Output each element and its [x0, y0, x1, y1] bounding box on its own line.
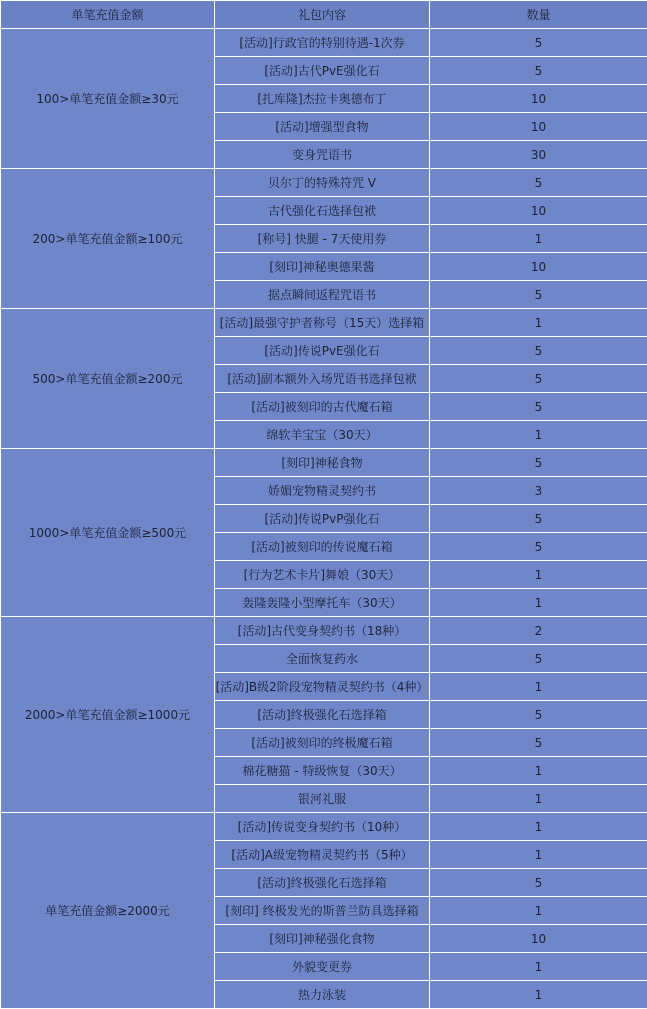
item-name-cell: 轰隆轰隆小型摩托车（30天） — [215, 589, 430, 617]
item-name-cell: 绵软羊宝宝（30天） — [215, 421, 430, 449]
table-row — [1, 617, 647, 645]
item-name-cell: [刻印]神秘强化食物 — [215, 925, 430, 953]
item-quantity-cell: 30 — [430, 141, 647, 169]
item-quantity-cell: 5 — [430, 449, 647, 477]
item-quantity-cell: 5 — [430, 57, 647, 85]
item-name-cell: 外貌变更券 — [215, 953, 430, 981]
item-quantity-cell: 1 — [430, 785, 647, 813]
item-quantity-cell: 5 — [430, 169, 647, 197]
item-name-cell: [活动]增强型食物 — [215, 113, 430, 141]
item-quantity-cell: 5 — [430, 505, 647, 533]
tier-cell: 单笔充值金额≥2000元 — [1, 813, 215, 1009]
item-name-cell: [活动]最强守护者称号（15天）选择箱 — [215, 309, 430, 337]
item-name-cell: [活动]传说PvE强化石 — [215, 337, 430, 365]
item-name-cell: [刻印]神秘食物 — [215, 449, 430, 477]
table-row — [1, 813, 647, 841]
item-quantity-cell: 5 — [430, 645, 647, 673]
table-row — [1, 309, 647, 337]
item-name-cell: 古代强化石选择包袱 — [215, 197, 430, 225]
tier-cell: 1000>单笔充值金额≥500元 — [1, 449, 215, 617]
item-name-cell: [活动]副本额外入场咒语书选择包袱 — [215, 365, 430, 393]
item-quantity-cell: 1 — [430, 309, 647, 337]
item-quantity-cell: 10 — [430, 925, 647, 953]
tier-cell: 200>单笔充值金额≥100元 — [1, 169, 215, 309]
item-quantity-cell: 5 — [430, 337, 647, 365]
item-quantity-cell: 5 — [430, 701, 647, 729]
item-name-cell: [活动]古代PvE强化石 — [215, 57, 430, 85]
item-name-cell: [活动]终极强化石选择箱 — [215, 701, 430, 729]
item-name-cell: [活动]A级宠物精灵契约书（5种） — [215, 841, 430, 869]
item-name-cell: 银河礼服 — [215, 785, 430, 813]
item-quantity-cell: 1 — [430, 813, 647, 841]
table-row — [1, 449, 647, 477]
item-quantity-cell: 10 — [430, 253, 647, 281]
item-quantity-cell: 1 — [430, 897, 647, 925]
item-name-cell: [活动]被刻印的传说魔石箱 — [215, 533, 430, 561]
tier-cell: 500>单笔充值金额≥200元 — [1, 309, 215, 449]
item-name-cell: [行为艺术卡片]舞娘（30天） — [215, 561, 430, 589]
item-quantity-cell: 5 — [430, 393, 647, 421]
item-name-cell: [活动]B级2阶段宠物精灵契约书（4种） — [215, 673, 430, 701]
header-quantity: 数量 — [430, 1, 647, 29]
item-quantity-cell: 1 — [430, 841, 647, 869]
item-name-cell: [活动]被刻印的古代魔石箱 — [215, 393, 430, 421]
item-name-cell: 全面恢复药水 — [215, 645, 430, 673]
item-quantity-cell: 1 — [430, 953, 647, 981]
item-name-cell: [称号] 快腿 - 7天使用券 — [215, 225, 430, 253]
table-body — [1, 29, 647, 1009]
item-name-cell: 贝尔丁的特殊符咒 V — [215, 169, 430, 197]
item-name-cell: 娇媚宠物精灵契约书 — [215, 477, 430, 505]
header-row — [1, 1, 647, 29]
item-quantity-cell: 1 — [430, 757, 647, 785]
item-name-cell: [刻印] 终极发光的斯普兰防具选择箱 — [215, 897, 430, 925]
item-quantity-cell: 5 — [430, 281, 647, 309]
item-quantity-cell: 1 — [430, 225, 647, 253]
item-quantity-cell: 1 — [430, 561, 647, 589]
item-quantity-cell: 10 — [430, 85, 647, 113]
tier-cell: 2000>单笔充值金额≥1000元 — [1, 617, 215, 813]
item-name-cell: [扎库隆]杰拉卡奥德布丁 — [215, 85, 430, 113]
header-amount: 单笔充值金额 — [1, 1, 215, 29]
item-quantity-cell: 10 — [430, 113, 647, 141]
item-name-cell: [活动]终极强化石选择箱 — [215, 869, 430, 897]
item-quantity-cell: 10 — [430, 197, 647, 225]
item-name-cell: [活动]古代变身契约书（18种） — [215, 617, 430, 645]
item-quantity-cell: 5 — [430, 29, 647, 57]
item-quantity-cell: 1 — [430, 673, 647, 701]
item-quantity-cell: 1 — [430, 421, 647, 449]
item-quantity-cell: 5 — [430, 365, 647, 393]
header-contents: 礼包内容 — [215, 1, 430, 29]
item-name-cell: 据点瞬间返程咒语书 — [215, 281, 430, 309]
table-header — [1, 1, 647, 29]
table-row — [1, 169, 647, 197]
table-row — [1, 29, 647, 57]
item-quantity-cell: 1 — [430, 589, 647, 617]
item-name-cell: [刻印]神秘奥德果酱 — [215, 253, 430, 281]
item-quantity-cell: 1 — [430, 981, 647, 1009]
tier-cell: 100>单笔充值金额≥30元 — [1, 29, 215, 169]
item-quantity-cell: 5 — [430, 729, 647, 757]
item-quantity-cell: 3 — [430, 477, 647, 505]
item-quantity-cell: 5 — [430, 533, 647, 561]
item-name-cell: 棉花糖猫 - 特级恢复（30天） — [215, 757, 430, 785]
item-name-cell: [活动]被刻印的终极魔石箱 — [215, 729, 430, 757]
item-name-cell: [活动]传说PvP强化石 — [215, 505, 430, 533]
item-name-cell: [活动]传说变身契约书（10种） — [215, 813, 430, 841]
item-name-cell: 热力泳装 — [215, 981, 430, 1009]
item-name-cell: 变身咒语书 — [215, 141, 430, 169]
item-quantity-cell: 5 — [430, 869, 647, 897]
item-quantity-cell: 2 — [430, 617, 647, 645]
item-name-cell: [活动]行政官的特别待遇-1次券 — [215, 29, 430, 57]
